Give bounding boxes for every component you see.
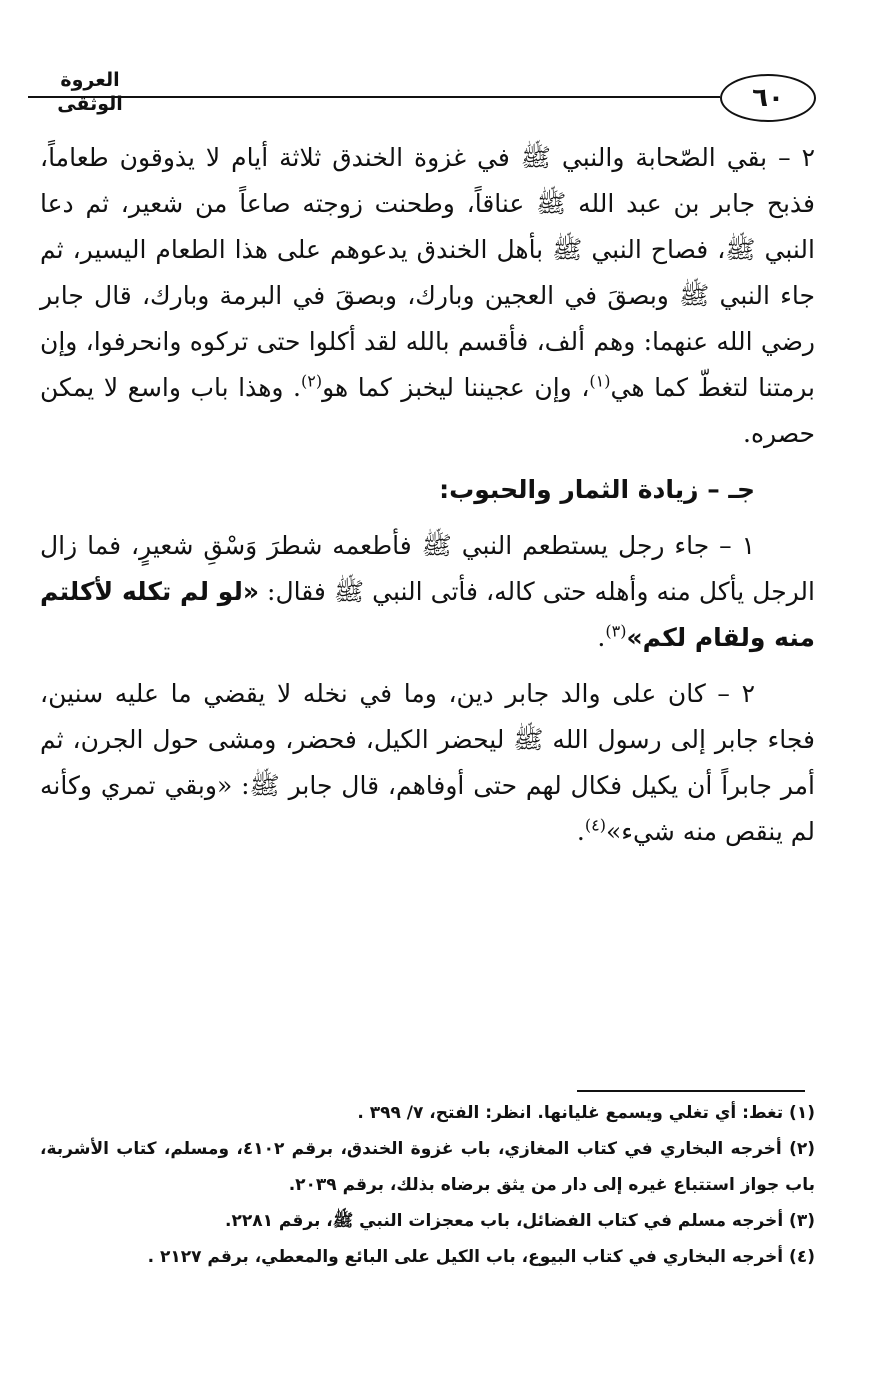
footnote-3: (٣) أخرجه مسلم في كتاب الفضائل، باب معجزات النبي ﷺ، برقم ٢٢٨١. [225, 1211, 815, 1231]
footnotes [40, 1095, 815, 1275]
paragraph-text: . [576, 817, 585, 846]
paragraph-text: ، وإن عجيننا ليخبز كما هو [322, 373, 590, 402]
paragraph-text: . [597, 623, 606, 652]
paragraph-barley [40, 523, 815, 661]
footnote-1: (١) تغط: أي تغلي ويسمع غليانها. انظر: الفتح، ٧/ ٣٩٩ . [357, 1103, 815, 1123]
footnote-ref-4[interactable]: (٤) [584, 815, 606, 835]
paragraph-text: ١ – جاء رجل يستطعم النبي ﷺ فأطعمه شطرَ وَسْقِ شعيرٍ، فما زال الرجل يأكل منه وأهله حتى كاله، فأتى النبي ﷺ فقال: [40, 531, 815, 606]
section-subheading: جـ – زيادة الثمار والحبوب: [439, 475, 755, 504]
footnote-ref-3[interactable]: (٣) [605, 621, 627, 641]
page-number: ٦٠ [720, 74, 816, 122]
footnote-4: (٤) أخرجه البخاري في كتاب البيوع، باب الكيل على البائع والمعطي، برقم ٢١٢٧ . [147, 1247, 815, 1267]
header-rule [28, 96, 720, 98]
paragraph-khandaq [40, 135, 815, 457]
paragraph-text: ٢ – كان على والد جابر دين، وما في نخله لا يقضي ما عليه سنين، فجاء جابر إلى رسول الله ﷺ ليحضر الكيل، فحضر، ومشى حول الجرن، ثم أمر جابراً أن يكيل فكال لهم حتى أوفاهم، قال جابر ﷺ: «وبقي تمري وكأنه لم ينقص منه شيء» [40, 679, 815, 846]
paragraph-text: . وهذا باب واسع لا يمكن حصره. [40, 373, 815, 448]
running-title: العروة الوثقى [57, 69, 123, 115]
footnote-2: (٢) أخرجه البخاري في كتاب المغازي، باب غزوة الخندق، برقم ٤١٠٢، ومسلم، كتاب الأشربة، باب جواز استتباع غيره إلى دار من يثق برضاه بذلك، برقم ٢٠٣٩. [40, 1139, 816, 1195]
footnote-ref-2[interactable]: (٢) [301, 371, 323, 391]
footnote-separator [577, 1090, 805, 1092]
hadith-quote: «لو لم تكله لأكلتم منه ولقام لكم» [40, 577, 815, 652]
paragraph-dates [40, 671, 815, 855]
main-text [40, 135, 815, 855]
paragraph-text: ٢ – بقي الصّحابة والنبي ﷺ في غزوة الخندق ثلاثة أيام لا يذوقون طعاماً، فذبح جابر بن عبد الله ﷺ عناقاً، وطحنت زوجته صاعاً من شعير، ثم دعا النبي ﷺ، فصاح النبي ﷺ بأهل الخندق يدعوهم على هذا الطعام اليسير، ثم جاء النبي ﷺ وبصقَ في العجين وبارك، وبصقَ في البرمة وبارك، قال جابر رضي الله عنهما: وهم ألف، فأقسم بالله لقد أكلوا حتى تركوه وانحرفوا، وإن برمتنا لتغطّ كما هي [40, 143, 815, 402]
footnote-ref-1[interactable]: (١) [589, 371, 611, 391]
